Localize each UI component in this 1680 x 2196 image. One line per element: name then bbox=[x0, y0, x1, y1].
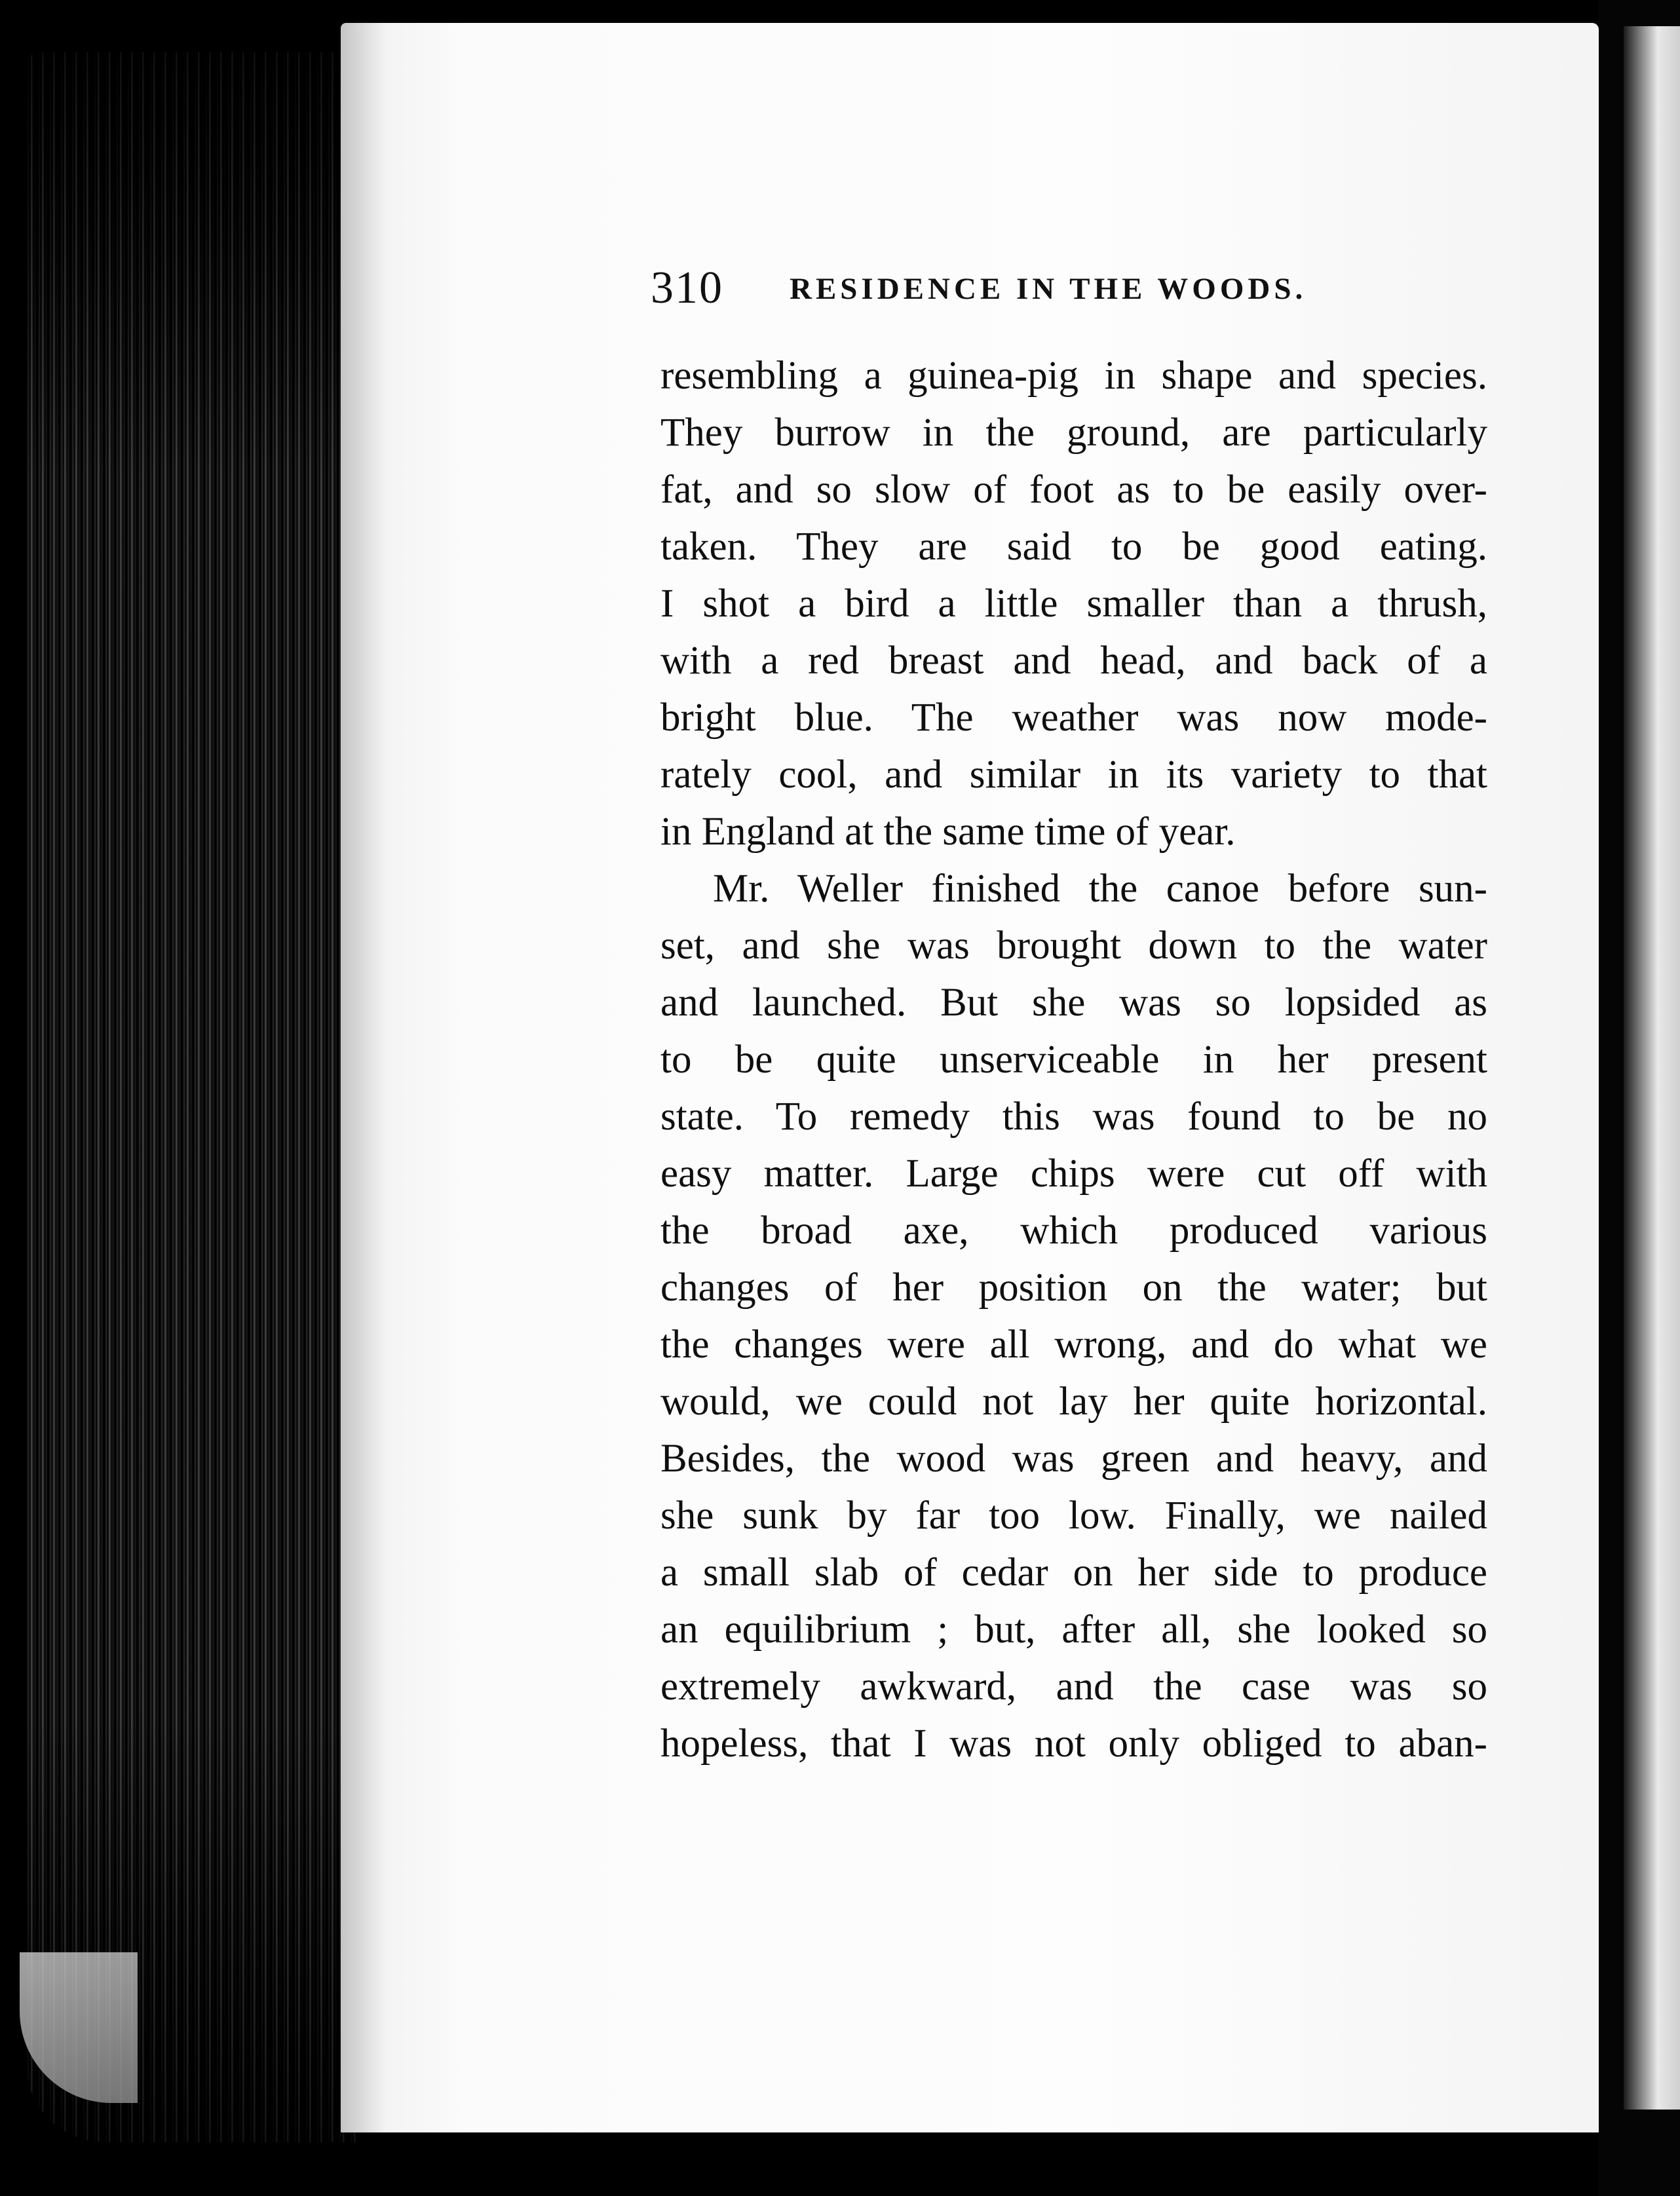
adjacent-page-sliver bbox=[1624, 26, 1680, 2110]
text-line: an equilibrium ; but, after all, she looked so bbox=[660, 1608, 1487, 1652]
text-line: to be quite unserviceable in her present bbox=[660, 1038, 1487, 1082]
text-line: resembling a guinea-pig in shape and species. bbox=[660, 354, 1487, 398]
text-line: hopeless, that I was not only obliged to aban- bbox=[660, 1722, 1487, 1766]
text-line: bright blue. The weather was now mode- bbox=[660, 696, 1487, 740]
text-line: Besides, the wood was green and heavy, and bbox=[660, 1437, 1487, 1481]
text-line: the changes were all wrong, and do what we bbox=[660, 1323, 1487, 1367]
text-line: and launched. But she was so lopsided as bbox=[660, 981, 1487, 1025]
page-number: 310 bbox=[651, 263, 723, 313]
text-line: Mr. Weller finished the canoe before sun- bbox=[713, 867, 1487, 911]
text-line: set, and she was brought down to the water bbox=[660, 924, 1487, 968]
gutter-shadow bbox=[341, 23, 387, 2132]
page-header bbox=[651, 262, 1384, 321]
running-head: RESIDENCE IN THE WOODS. bbox=[790, 272, 1307, 306]
text-line: They burrow in the ground, are particularly bbox=[660, 411, 1487, 455]
text-line: the broad axe, which produced various bbox=[660, 1209, 1487, 1253]
book-page-edges bbox=[26, 52, 360, 2142]
text-line: rately cool, and similar in its variety to that bbox=[660, 753, 1487, 797]
text-line: she sunk by far too low. Finally, we nailed bbox=[660, 1494, 1487, 1538]
text-line: I shot a bird a little smaller than a thrush, bbox=[660, 582, 1487, 626]
text-line: state. To remedy this was found to be no bbox=[660, 1095, 1487, 1139]
text-line: with a red breast and head, and back of a bbox=[660, 639, 1487, 683]
text-line: in England at the same time of year. bbox=[660, 810, 1236, 854]
text-line: fat, and so slow of foot as to be easily over- bbox=[660, 468, 1487, 512]
text-line: a small slab of cedar on her side to produce bbox=[660, 1551, 1487, 1595]
text-line: taken. They are said to be good eating. bbox=[660, 525, 1487, 569]
text-line: changes of her position on the water; but bbox=[660, 1266, 1487, 1310]
body-text bbox=[660, 347, 1487, 1772]
text-line: easy matter. Large chips were cut off with bbox=[660, 1152, 1487, 1196]
text-line: would, we could not lay her quite horizontal. bbox=[660, 1380, 1487, 1424]
text-line: extremely awkward, and the case was so bbox=[660, 1665, 1487, 1709]
